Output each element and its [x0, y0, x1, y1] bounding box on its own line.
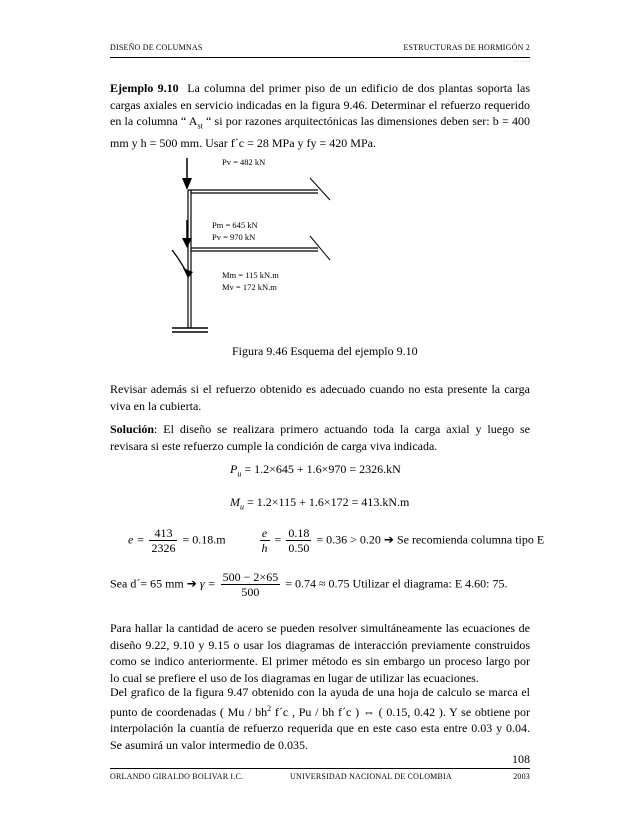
- top-beam-cut: [310, 178, 330, 200]
- label-mv: Mv = 172 kN.m: [222, 282, 277, 292]
- intro-text-1: La columna del primer piso de un edificio de dos plantas soporta las cargas axiales en servicio indicadas en la figura 9.46. Determinar el refuerzo requerido en la columna “ A: [110, 81, 530, 128]
- header-rule: [110, 57, 530, 58]
- label-pm: Pm = 645 kN: [212, 220, 258, 230]
- mu-symbol: M: [230, 495, 240, 509]
- gamma-denominator: 500: [241, 585, 260, 599]
- equation-mu: [230, 495, 409, 511]
- e-numerator: 413: [149, 526, 177, 541]
- label-mm: Mm = 115 kN.m: [222, 270, 279, 280]
- top-load-arrow-head: [182, 178, 192, 190]
- structure-diagram: [150, 150, 390, 345]
- header-left: DISEÑO DE COLUMNAS: [110, 43, 203, 52]
- footer-rule: [110, 768, 530, 769]
- label-pv-top: Pv = 482 kN: [222, 157, 266, 167]
- paragraph-2-text: Revisar además si el refuerzo obtenido es adecuado cuando no esta presente la carga viva en la cubierta.: [110, 382, 530, 413]
- paragraph-4-text-1: Del grafico de la figura 9.47 obtenido con la ayuda de una hoja de calculo se marca el punto de coordenadas ( Mu / bh: [110, 685, 530, 719]
- intro-sub: st: [197, 121, 203, 131]
- eh-value-denominator: 0.50: [288, 541, 310, 555]
- paragraph-4: [110, 684, 530, 753]
- footer-center: UNIVERSIDAD NACIONAL DE COLOMBIA: [290, 772, 452, 781]
- figure-caption: Figura 9.46 Esquema del ejemplo 9.10: [232, 344, 418, 358]
- e-result: = 0.18.m: [182, 532, 226, 547]
- example-label: Ejemplo 9.10: [110, 81, 179, 95]
- paragraph-2: [110, 381, 530, 414]
- gamma-prefix: Sea d´= 65 mm: [110, 576, 184, 591]
- gamma-numerator: 500 − 2×65: [222, 570, 279, 584]
- pu-value: = 1.2×645 + 1.6×970 = 2326.kN: [241, 462, 401, 476]
- e-denominator: 2326: [151, 541, 176, 555]
- solution-paragraph: [110, 421, 530, 454]
- page-number: 108: [512, 752, 530, 766]
- paragraph-4-sup: 2: [267, 703, 272, 713]
- arrow-icon: ➔: [186, 576, 197, 591]
- eh-value-numerator: 0.18: [288, 526, 310, 540]
- intro-text-2: “ si por razones arquitectónicas las dimensiones deben ser: b = 400 mm y h = 500 mm. Usar f´c = 28 MPa y fy = 420 MPa.: [110, 114, 530, 150]
- equation-eccentricity: e = $\frac{413}{2326}$ = 0.18.m $\frac{e}{h}$ = $\frac{0.18}{0.50}$ = 0.36 > 0.20 ➔ Se recomienda columna tipo E: [128, 526, 545, 555]
- eh-note: Se recomienda columna tipo E: [396, 532, 545, 547]
- eh-result: = 0.36 > 0.20: [316, 532, 381, 547]
- equation-pu: [230, 462, 401, 478]
- mu-sub: u: [240, 502, 244, 512]
- paragraph-4-text-2: f´c , Pu / bh f´c ) ⇔ ( 0.15, 0.42 ). Y se obtiene por interpolación la cuantía de refuerzo requerida que en este caso esta entre 0.03 y 0.04. Se asumirá un valor intermedio de 0.035.: [110, 704, 530, 752]
- paragraph-3: [110, 620, 530, 686]
- equation-gamma: [110, 570, 508, 599]
- eh-numerator: e: [260, 526, 270, 541]
- gamma-result: = 0.74 ≈ 0.75 Utilizar el diagrama: E 4.60: 75.: [285, 576, 508, 591]
- solution-text: : El diseño se realizara primero actuando toda la carga axial y luego se revisara si este refuerzo cumple la condición de carga viva indicada.: [110, 422, 530, 453]
- eh-denominator: h: [261, 541, 268, 555]
- pu-symbol: P: [230, 462, 238, 476]
- footer-left: ORLANDO GIRALDO BOLIVAR I.C.: [110, 772, 244, 781]
- paragraph-3-text: Para hallar la cantidad de acero se pueden resolver simultáneamente las ecuaciones de diseño 9.22, 9.10 y 9.15 o usar los diagramas de interacción previamente construidos como se indico anteriormente. El primer método es sin embargo un proceso largo por lo cual se prefiere el uso de los diagramas en lugar de utilizar las ecuaciones.: [110, 621, 530, 685]
- footer-right: 2003: [513, 772, 530, 781]
- header-sub: . . . . . .: [513, 58, 530, 64]
- pu-sub: u: [237, 469, 242, 479]
- label-pv-mid: Pv = 970 kN: [212, 232, 256, 242]
- intro-paragraph: [110, 80, 530, 151]
- e-symbol: e =: [128, 532, 145, 547]
- mu-value: = 1.2×115 + 1.6×172 = 413.kN.m: [244, 495, 410, 509]
- solution-label: Solución: [110, 422, 155, 436]
- header-right: ESTRUCTURAS DE HORMIGÓN 2: [403, 43, 530, 52]
- gamma-symbol: γ =: [199, 576, 216, 591]
- arrow-icon: ➔: [383, 532, 394, 547]
